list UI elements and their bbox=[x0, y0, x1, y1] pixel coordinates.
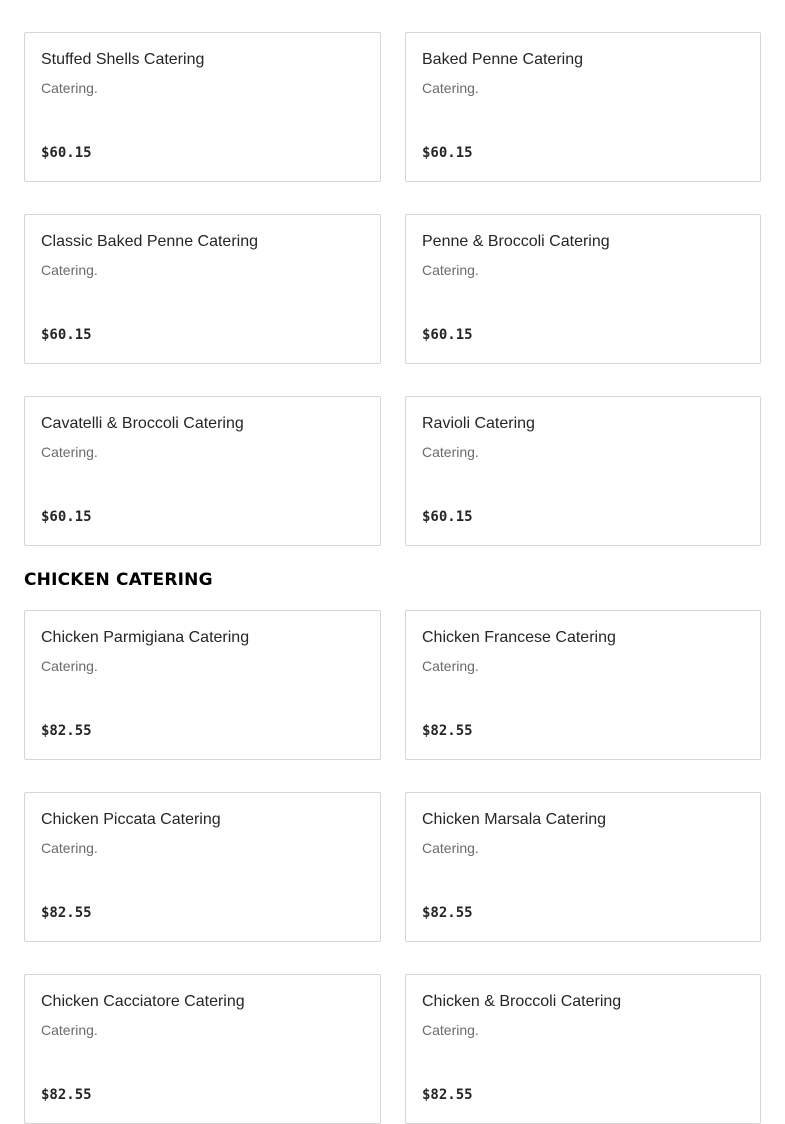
menu-item-price: $82.55 bbox=[41, 905, 92, 921]
menu-item-card[interactable] bbox=[405, 214, 761, 364]
menu-item-description: Catering. bbox=[41, 658, 98, 674]
menu-item-card[interactable] bbox=[24, 610, 381, 760]
menu-item-name: Classic Baked Penne Catering bbox=[41, 233, 259, 250]
menu-item-description: Catering. bbox=[41, 262, 98, 278]
menu-item-name: Baked Penne Catering bbox=[422, 51, 583, 68]
menu-item-name: Chicken Parmigiana Catering bbox=[41, 629, 250, 646]
menu-item-name: Ravioli Catering bbox=[422, 415, 535, 432]
menu-item-card[interactable] bbox=[24, 214, 381, 364]
menu-item-name: Stuffed Shells Catering bbox=[41, 51, 205, 68]
menu-item-name: Chicken Piccata Catering bbox=[41, 811, 221, 828]
menu-item-description: Catering. bbox=[422, 80, 479, 96]
menu-item-description: Catering. bbox=[41, 80, 98, 96]
menu-item-name: Chicken Cacciatore Catering bbox=[41, 993, 245, 1010]
menu-item-price: $82.55 bbox=[422, 1087, 473, 1103]
chicken-catering-grid bbox=[24, 610, 761, 1124]
menu-item-description: Catering. bbox=[41, 444, 98, 460]
menu-item-price: $82.55 bbox=[41, 1087, 92, 1103]
menu-item-price: $60.15 bbox=[422, 327, 473, 343]
menu-item-description: Catering. bbox=[422, 840, 479, 856]
section-heading: CHICKEN CATERING bbox=[24, 570, 213, 590]
menu-item-card[interactable] bbox=[24, 396, 381, 546]
menu-item-name: Chicken Francese Catering bbox=[422, 629, 616, 646]
menu-item-description: Catering. bbox=[422, 1022, 479, 1038]
menu-item-price: $82.55 bbox=[422, 723, 473, 739]
menu-item-price: $60.15 bbox=[41, 145, 92, 161]
menu-item-name: Chicken Marsala Catering bbox=[422, 811, 607, 828]
menu-item-card[interactable] bbox=[405, 32, 761, 182]
pasta-catering-grid bbox=[24, 32, 761, 546]
menu-item-name: Cavatelli & Broccoli Catering bbox=[41, 415, 244, 432]
menu-item-price: $82.55 bbox=[41, 723, 92, 739]
menu-item-description: Catering. bbox=[422, 444, 479, 460]
menu-item-name: Chicken & Broccoli Catering bbox=[422, 993, 622, 1010]
menu-item-price: $82.55 bbox=[422, 905, 473, 921]
menu-item-price: $60.15 bbox=[41, 509, 92, 525]
menu-item-card[interactable] bbox=[405, 396, 761, 546]
menu-item-card[interactable] bbox=[405, 792, 761, 942]
menu-item-price: $60.15 bbox=[422, 509, 473, 525]
menu-item-card[interactable] bbox=[405, 610, 761, 760]
menu-item-name: Penne & Broccoli Catering bbox=[422, 233, 610, 250]
menu-item-description: Catering. bbox=[41, 1022, 98, 1038]
menu-item-description: Catering. bbox=[41, 840, 98, 856]
menu-item-card[interactable] bbox=[24, 792, 381, 942]
menu-item-price: $60.15 bbox=[41, 327, 92, 343]
menu-item-card[interactable] bbox=[24, 32, 381, 182]
menu-item-description: Catering. bbox=[422, 262, 479, 278]
menu-item-price: $60.15 bbox=[422, 145, 473, 161]
menu-item-description: Catering. bbox=[422, 658, 479, 674]
